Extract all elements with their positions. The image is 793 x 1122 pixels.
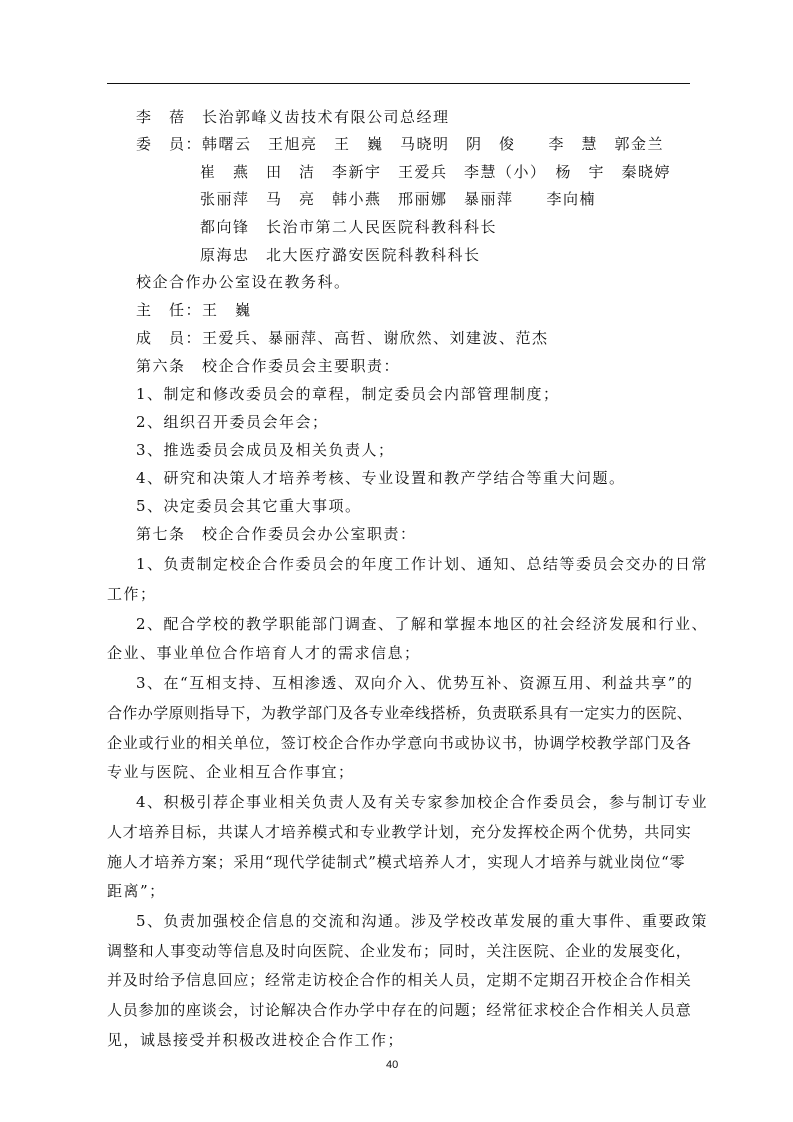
text-line: 3、在“互相支持、互相渗透、双向介入、优势互补、资源互用、利益共享”的 xyxy=(136,674,694,692)
text-line: 成 员：王爱兵、暴丽萍、高哲、谢欣然、刘建波、范杰 xyxy=(136,329,549,347)
text-line: 工作； xyxy=(107,585,157,603)
article-heading: 第七条 校企合作委员会办公室职责： xyxy=(136,525,417,543)
text-line: 人才培养目标，共谋人才培养模式和专业教学计划，充分发挥校企两个优势，共同实 xyxy=(107,823,692,841)
text-line: 人员参加的座谈会，讨论解决合作办学中存在的问题；经常征求校企合作相关人员意 xyxy=(107,1001,692,1019)
article-heading: 第六条 校企合作委员会主要职责： xyxy=(136,357,401,375)
text-line: 主 任：王 巍 xyxy=(136,301,252,319)
text-line: 1、制定和修改委员会的章程，制定委员会内部管理制度； xyxy=(136,385,560,403)
text-line: 并及时给予信息回应；经常走访校企合作的相关人员，定期不定期召开校企合作相关 xyxy=(107,971,692,989)
text-line: 5、决定委员会其它重大事项。 xyxy=(136,497,362,515)
text-line: 校企合作办公室设在教务科。 xyxy=(136,273,351,291)
text-line: 委 员：韩曙云 王旭亮 王 巍 马晓明 阴 俊 李 慧 郭金兰 xyxy=(136,135,665,153)
header-rule xyxy=(107,83,690,84)
text-line: 合作办学原则指导下，为教学部门及各专业牵线搭桥，负责联系具有一定实力的医院、 xyxy=(107,704,693,722)
text-line: 4、积极引荐企事业相关负责人及有关专家参加校企合作委员会，参与制订专业 xyxy=(136,793,709,811)
text-line: 施人才培养方案；采用“现代学徒制式”模式培养人才，实现人才培养与就业岗位“零 xyxy=(107,853,686,871)
text-line: 李 蓓 长治郭峰义齿技术有限公司总经理 xyxy=(136,108,450,126)
text-line: 3、推选委员会成员及相关负责人； xyxy=(136,441,395,459)
text-line: 1、负责制定校企合作委员会的年度工作计划、通知、总结等委员会交办的日常 xyxy=(136,555,709,573)
text-line: 都向锋 长治市第二人民医院科教科科长 xyxy=(200,218,498,236)
text-line: 调整和人事变动等信息及时向医院、企业发布；同时，关注医院、企业的发展变化， xyxy=(107,942,692,960)
text-line: 原海忠 北大医疗潞安医院科教科科长 xyxy=(200,246,481,264)
text-line: 5、负责加强校企信息的交流和沟通。涉及学校改革发展的重大事件、重要政策 xyxy=(136,912,709,930)
text-line: 崔 燕 田 洁 李新宇 王爱兵 李慧（小） 杨 宇 秦晓婷 xyxy=(200,163,672,181)
text-line: 4、研究和决策人才培养考核、专业设置和教产学结合等重大问题。 xyxy=(136,469,626,487)
text-line: 企业或行业的相关单位，签订校企合作办学意向书或协议书，协调学校教学部门及各 xyxy=(107,734,692,752)
text-line: 2、配合学校的教学职能部门调查、了解和掌握本地区的社会经济发展和行业、 xyxy=(136,615,709,633)
text-line: 企业、事业单位合作培育人才的需求信息； xyxy=(107,644,421,662)
text-line: 见，诚恳接受并积极改进校企合作工作； xyxy=(107,1031,405,1049)
text-line: 2、组织召开委员会年会； xyxy=(136,413,329,431)
text-line: 距离”； xyxy=(107,882,166,900)
text-line: 专业与医院、企业相互合作事宜； xyxy=(107,763,355,781)
text-line: 张丽萍 马 亮 韩小燕 邢丽娜 暴丽萍 李向楠 xyxy=(200,190,597,208)
page-number: 40 xyxy=(386,1059,399,1071)
